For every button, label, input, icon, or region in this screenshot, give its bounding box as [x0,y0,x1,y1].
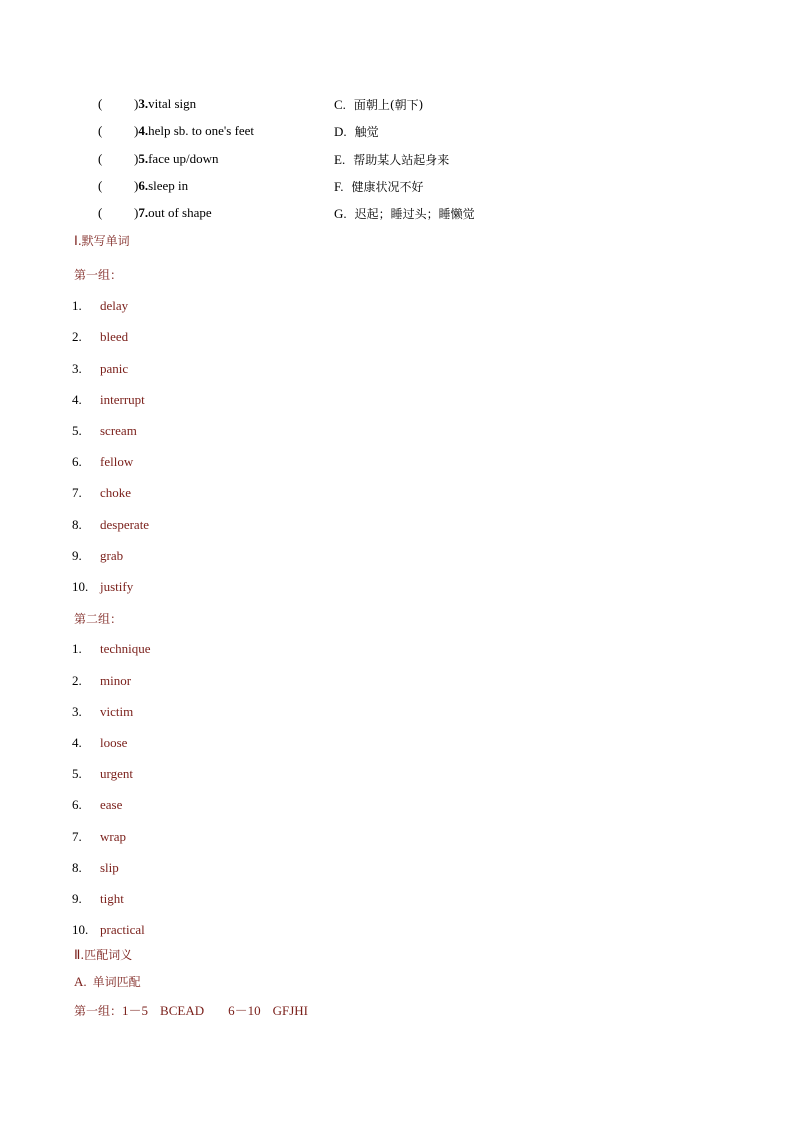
matching-row [0,205,794,225]
answer-blank: ( [98,123,103,138]
subsection-heading: A. 单词匹配 [74,974,141,989]
answer-blank: ( [98,205,103,220]
worksheet-page: ( )3.vital sign C. 面朝上(朝下) ( )4.help sb. to one's feet D. 触觉 ( )5.face up/down E. 帮助某人站起身来 ( )6.sleep in F. 健康状况不好 ( )7.out of shape G. 迟起；睡过头；睡懒觉 Ⅰ.默写单词 第一组： 1. delay 2. bleed 3. panic 4. interrupt 5. scream 6. fellow 7. choke 8. desperate 9. grab 10. justify 第二组： 1. technique 2. minor 3. victim 4. loose 5. urgent 6. ease 7. wrap 8. slip 9. tight 10. practical Ⅱ.匹配词义 A. 单词匹配 第一组：1－5 BCEAD 6－10 GFJHI [0,0,794,1123]
answer-blank: ( [98,151,103,166]
answer-blank: ( [98,178,103,193]
meaning-option: G. 迟起；睡过头；睡懒觉 [334,206,475,221]
phrase: )7.out of shape [134,205,212,220]
matching-row [0,178,794,198]
section-heading: Ⅱ.匹配词义 [74,947,133,962]
matching-row [0,96,794,116]
meaning-option: D. 触觉 [334,124,379,139]
matching-row [0,123,794,143]
phrase: )3.vital sign [134,96,197,111]
meaning-option: E. 帮助某人站起身来 [334,152,450,167]
answer-line: 第一组：1－5 BCEAD 6－10 GFJHI [74,1003,309,1018]
section-heading: Ⅰ.默写单词 [74,233,130,248]
phrase: )4.help sb. to one's feet [134,123,255,138]
answer-blank: ( [98,96,103,111]
matching-row [0,151,794,171]
group-title: 第一组： [74,268,123,282]
phrase: )5.face up/down [134,151,219,166]
phrase: )6.sleep in [134,178,189,193]
meaning-option: C. 面朝上(朝下) [334,97,424,112]
meaning-option: F. 健康状况不好 [334,179,424,194]
group-title: 第二组： [74,612,123,626]
